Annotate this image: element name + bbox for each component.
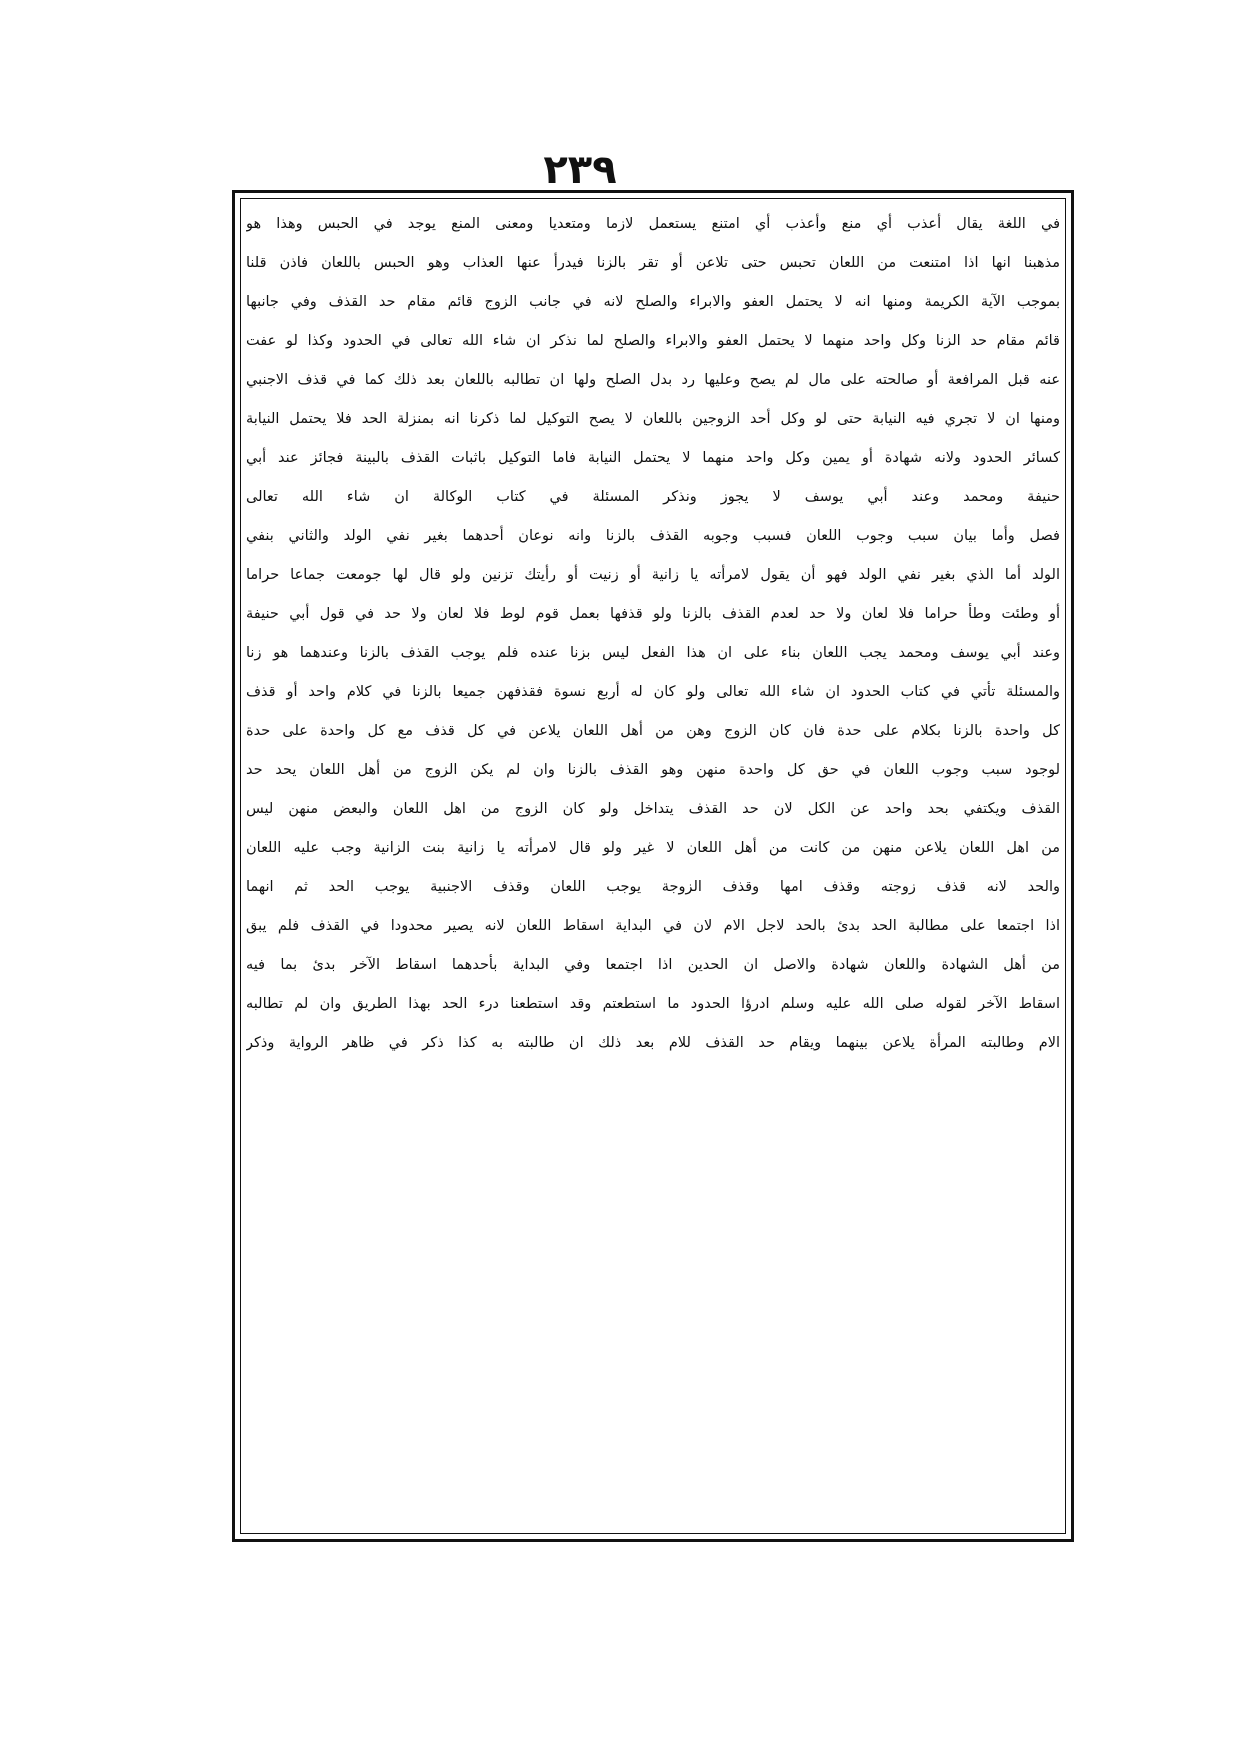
text-line: قائم مقام حد الزنا وكل واحد منهما لا يحتمل العفو والابراء والصلح لما نذكر ان شاء الله تعالى في الحدود وكذا لو عفت xyxy=(246,333,1060,349)
text-line: من اهل اللعان يلاعن منهن من كانت من أهل اللعان لا غير ولو قال لامرأته يا زانية بنت الزانية وجب عليه اللعان xyxy=(246,840,1060,856)
text-line: وعند أبي يوسف ومحمد يجب اللعان بناء على ان هذا الفعل ليس بزنا عنده فلم يوجب القذف بالزنا وعندهما هو زنا xyxy=(246,645,1060,661)
text-line: اسقاط الآخر لقوله صلى الله عليه وسلم ادرؤا الحدود ما استطعتم وقد استطعنا درء الحد بهذا الطريق وان لم تطالبه xyxy=(246,996,1060,1012)
text-line: حنيفة ومحمد وعند أبي يوسف لا يجوز ونذكر المسئلة في كتاب الوكالة ان شاء الله تعالى xyxy=(246,489,1060,505)
text-line: ومنها ان لا تجري فيه النيابة حتى لو وكل أحد الزوجين باللعان لا يصح التوكيل لما ذكرنا انه بمنزلة الحد فلا يحتمل النيابة xyxy=(246,411,1060,427)
text-line: الام وطالبته المرأة يلاعن بينهما ويقام حد القذف للام بعد ذلك ان طالبته به كذا ذكر في ظاهر الرواية وذكر xyxy=(246,1035,1060,1051)
text-line: كل واحدة بالزنا بكلام على حدة فان كان الزوج وهن من أهل اللعان يلاعن في كل قذف مع كل واحدة على حدة xyxy=(246,723,1060,739)
text-line: لوجود سبب وجوب اللعان في حق كل واحدة منهن وهو القذف بالزنا وان لم يكن الزوج من أهل اللعان يحد حد xyxy=(246,762,1060,778)
text-line: مذهبنا انها اذا امتنعت من اللعان تحبس حتى تلاعن أو تقر بالزنا فيدرأ عنها العذاب وهو الحبس باللعان فاذن قلنا xyxy=(246,255,1060,271)
text-line: اذا اجتمعا على مطالبة الحد بدئ بالحد لاجل الام لان في البداية اسقاط اللعان لانه يصير محدودا في القذف فلم يبق xyxy=(246,918,1060,934)
text-block xyxy=(246,205,1060,1527)
page-number: ٢٣٩ xyxy=(543,147,617,193)
text-line: فصل وأما بيان سبب وجوب اللعان فسبب وجوبه القذف بالزنا وانه نوعان أحدهما بغير نفي الولد والثاني بنفي xyxy=(246,528,1060,544)
text-line: كسائر الحدود ولانه شهادة أو يمين وكل واحد منهما لا يحتمل النيابة فاما التوكيل باثبات القذف بالبينة فجائز عند أبي xyxy=(246,450,1060,466)
text-line: الولد أما الذي بغير نفي الولد فهو أن يقول لامرأته يا زانية أو زنيت أو رأيتك تزنين ولو قال لها جومعت جماعا حراما xyxy=(246,567,1060,583)
text-line: أو وطئت وطأ حراما فلا لعان ولا حد لعدم القذف بالزنا ولو قذفها بعمل قوم لوط فلا لعان ولا حد في قول أبي حنيفة xyxy=(246,606,1060,622)
text-line: في اللغة يقال أعذب أي منع وأعذب أي امتنع يستعمل لازما ومتعديا ومعنى المنع يوجد في الحبس وهذا هو xyxy=(246,216,1060,232)
text-line: عنه قبل المرافعة أو صالحته على مال لم يصح وعليها رد بدل الصلح ولها ان تطالبه باللعان بعد ذلك كما في قذف الاجنبي xyxy=(246,372,1060,388)
text-line: والحد لانه قذف زوجته وقذف امها وقذف الزوجة يوجب اللعان وقذف الاجنبية يوجب الحد ثم انهما xyxy=(246,879,1060,895)
text-line: بموجب الآية الكريمة ومنها انه لا يحتمل العفو والابراء والصلح لانه في جانب الزوج قائم مقام حد القذف وفي جانبها xyxy=(246,294,1060,310)
text-line: من أهل الشهادة واللعان شهادة والاصل ان الحدين اذا اجتمعا وفي البداية بأحدهما اسقاط الآخر بدئ بما فيه xyxy=(246,957,1060,973)
text-line: والمسئلة تأتي في كتاب الحدود ان شاء الله تعالى ولو كان له أربع نسوة فقذفهن جميعا بالزنا في كلام واحد أو قذف xyxy=(246,684,1060,700)
text-line: القذف ويكتفي بحد واحد عن الكل لان حد القذف يتداخل ولو كان الزوج من اهل اللعان والبعض منهن ليس xyxy=(246,801,1060,817)
